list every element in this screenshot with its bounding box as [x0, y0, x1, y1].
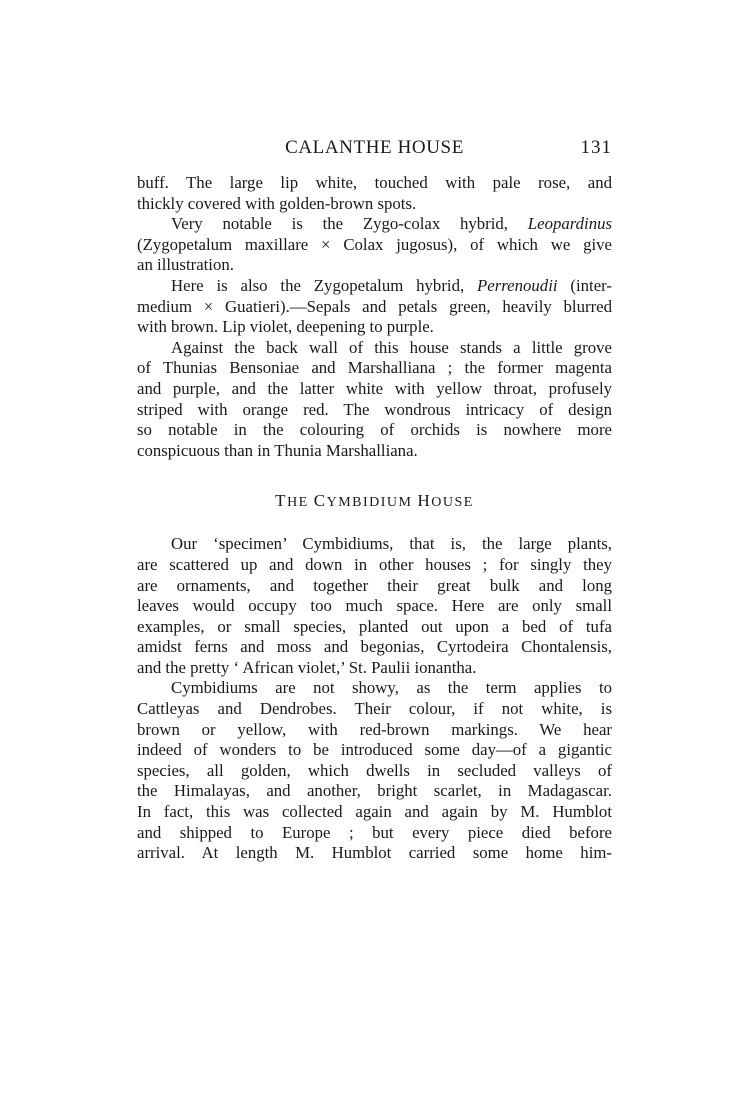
text-line: In fact, this was collected again and again by M. Humblot	[137, 802, 612, 822]
page-number: 131	[580, 137, 612, 158]
text-line: thickly covered with golden-brown spots.	[137, 193, 417, 213]
text-line: species, all golden, which dwells in secluded valleys of	[137, 760, 612, 780]
running-head-title: CALANTHE HOUSE	[285, 137, 464, 158]
text-line: Against the back wall of this house stands a little grove	[171, 337, 612, 357]
text-line: striped with orange red. The wondrous intricacy of design	[137, 399, 612, 419]
paragraph-zygopetalum-hybrid	[137, 276, 612, 338]
text-line: Cymbidiums are not showy, as the term applies to	[171, 678, 612, 698]
text-line: (Zygopetalum maxillare × Colax jugosus), of which we give	[137, 234, 612, 254]
running-head	[137, 137, 612, 167]
text-line: indeed of wonders to be introduced some day—of a gigantic	[137, 740, 612, 760]
text-line: and shipped to Europe ; but every piece died before	[137, 822, 612, 842]
paragraph-cymbidiums-not-showy	[137, 678, 612, 863]
text-line: Very notable is the Zygo-colax hybrid, Leopardinus	[171, 214, 613, 234]
text-line: an illustration.	[137, 255, 234, 275]
text-line: so notable in the colouring of orchids is nowhere more	[137, 420, 612, 440]
text-line: and the pretty ‘ African violet,’ St. Paulii ionantha.	[137, 657, 477, 677]
text-line: conspicuous than in Thunia Marshalliana.	[137, 440, 418, 460]
section-heading: THE CYMBIDIUM HOUSE	[275, 491, 474, 511]
book-page	[137, 137, 612, 864]
text-line: the Himalayas, and another, bright scarlet, in Madagascar.	[137, 781, 612, 801]
paragraph-buff	[137, 173, 612, 214]
italic-term: Perrenoudii	[477, 275, 558, 295]
text-line: buff. The large lip white, touched with pale rose, and	[137, 173, 612, 192]
text-line: are ornaments, and together their great bulk and long	[137, 575, 612, 595]
text-line: are scattered up and down in other houses ; for singly they	[137, 554, 612, 574]
text-line: Here is also the Zygopetalum hybrid, Perrenoudii (inter-	[171, 275, 612, 295]
text-line: medium × Guatieri).—Sepals and petals green, heavily blurred	[137, 296, 612, 316]
paragraph-specimen-cymbidiums	[137, 534, 612, 678]
text-line: brown or yellow, with red-brown markings. We hear	[137, 719, 612, 739]
text-line: of Thunias Bensoniae and Marshalliana ; the former magenta	[137, 358, 612, 378]
text-line: Cattleyas and Dendrobes. Their colour, if not white, is	[137, 699, 612, 719]
text-line: and purple, and the latter white with yellow throat, profusely	[137, 378, 612, 398]
text-line: Our ‘specimen’ Cymbidiums, that is, the large plants,	[171, 534, 612, 554]
text-line: examples, or small species, planted out upon a bed of tufa	[137, 616, 612, 636]
text-line: leaves would occupy too much space. Here are only small	[137, 596, 612, 616]
italic-term: Leopardinus	[527, 214, 613, 234]
text-line: arrival. At length M. Humblot carried some home him-	[137, 843, 612, 863]
paragraph-thunias	[137, 338, 612, 462]
text-line: amidst ferns and moss and begonias, Cyrtodeira Chontalensis,	[137, 637, 612, 657]
paragraph-zygo-colax	[137, 214, 612, 276]
text-line: with brown. Lip violet, deepening to purple.	[137, 317, 434, 337]
